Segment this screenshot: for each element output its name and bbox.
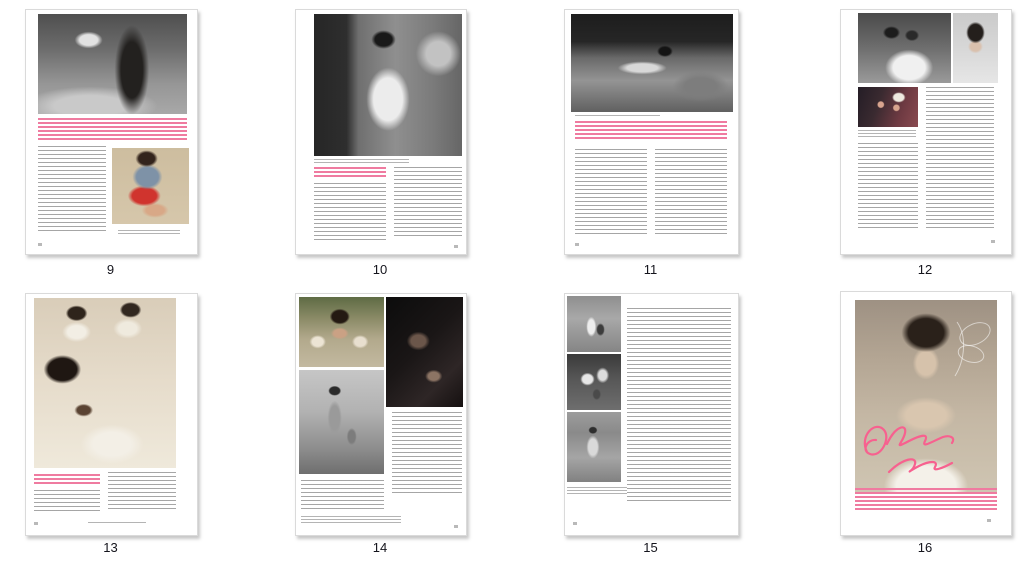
printed-folio (454, 245, 458, 248)
printed-folio (991, 240, 995, 243)
page-thumbnail-16[interactable] (840, 291, 1012, 536)
photo-woman-with-babies-color (299, 297, 384, 367)
body-text-right-column (655, 149, 727, 235)
photo-caption (858, 130, 916, 138)
photo-couple-at-event-color (858, 87, 918, 127)
page-thumbnail-15[interactable] (564, 293, 739, 536)
page-number-label-12[interactable]: 12 (917, 262, 933, 277)
body-text-right-column (392, 412, 462, 494)
photo-wedding-couple-in-car (858, 13, 951, 83)
pink-lead-paragraph (38, 118, 187, 142)
photo-woman-in-swimsuit-with-child (299, 370, 384, 474)
photo-caption (118, 230, 180, 235)
printed-folio (575, 243, 579, 246)
page-thumbnail-13[interactable] (25, 293, 198, 536)
photo-bride-portrait (953, 13, 998, 83)
page-number-label-13[interactable]: 13 (103, 540, 118, 555)
pink-caption-paragraph (855, 488, 997, 511)
page-thumbnail-11[interactable] (564, 9, 739, 255)
body-text-right-column (394, 167, 462, 237)
printed-folio (454, 525, 458, 528)
page-number-label-14[interactable]: 14 (372, 540, 388, 555)
printed-folio (573, 522, 577, 525)
body-text-column (627, 308, 731, 504)
page-number-label-15[interactable]: 15 (643, 540, 658, 555)
pink-lead-paragraph (575, 121, 727, 141)
photo-family-seated-2 (567, 354, 621, 410)
pink-heading (314, 167, 386, 179)
page-number-label-16[interactable]: 16 (917, 540, 933, 555)
page-number-label-10[interactable]: 10 (372, 262, 388, 277)
body-text-left-column (38, 146, 106, 234)
body-text-left-column (575, 149, 647, 235)
page-thumbnail-10[interactable] (295, 9, 467, 255)
photo-woman-reclining-on-rocks (571, 14, 733, 112)
body-text-right-column (926, 87, 994, 229)
flower-sketch-overlay (945, 312, 995, 382)
body-text-left-column (301, 480, 384, 510)
footnotes (301, 516, 401, 525)
photo-beach-portrait-color (112, 148, 189, 224)
photo-woman-by-tree (314, 14, 462, 156)
footer-caption (88, 522, 146, 524)
body-text-left-column (858, 143, 918, 229)
page-number-label-11[interactable]: 11 (643, 262, 658, 277)
page-number-label-9[interactable]: 9 (106, 262, 115, 277)
pink-signature (857, 410, 965, 490)
printed-folio (38, 243, 42, 246)
photo-caption (314, 159, 409, 164)
photo-caption (575, 115, 660, 117)
photo-caption (567, 487, 627, 495)
body-text-right-column (108, 472, 176, 510)
photo-woman-feeding-pigeons (38, 14, 187, 114)
photo-family-on-deck-1 (567, 296, 621, 352)
page-thumbnail-14[interactable] (295, 293, 467, 536)
pink-heading (34, 474, 100, 486)
photo-woman-holding-baby-3 (567, 412, 621, 482)
photo-father-kissing-baby (386, 297, 463, 407)
printed-folio (987, 519, 991, 522)
body-text-left-column (34, 490, 100, 512)
body-text-left-column (314, 183, 386, 241)
page-thumbnail-9[interactable] (25, 9, 198, 255)
page-thumbnail-12[interactable] (840, 9, 1012, 255)
photo-mother-with-children (34, 298, 176, 468)
printed-folio (34, 522, 38, 525)
